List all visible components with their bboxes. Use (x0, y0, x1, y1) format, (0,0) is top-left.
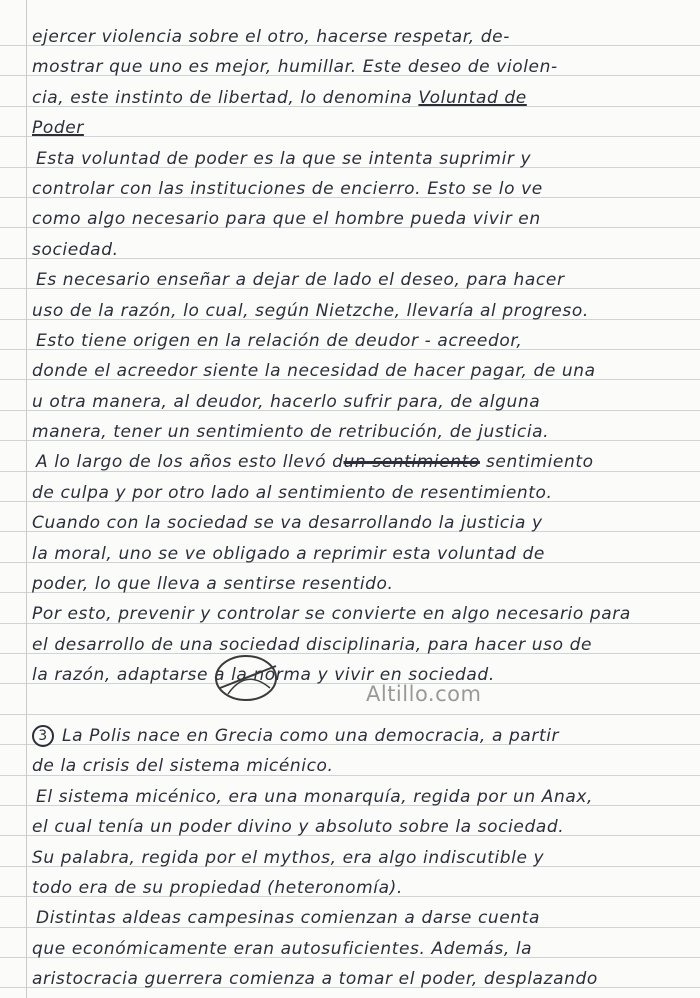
text-line: que económicamente eran autosuficientes. Además, la (32, 938, 533, 959)
text-line: El sistema micénico, era una monarquía, regida por un Anax, (36, 786, 594, 807)
handwritten-text (32, 22, 694, 995)
text-line: Distintas aldeas campesinas comienzan a darse cuenta (36, 908, 541, 929)
blank-line (32, 691, 694, 721)
text-line (32, 83, 694, 113)
text-line: Es necesario enseñar a dejar de lado el deseo, para hacer (36, 270, 565, 291)
text-span: cia, este instinto de libertad, lo denomina (32, 87, 419, 108)
text-line: ejercer violencia sobre el otro, hacerse respetar, de- (32, 27, 510, 47)
text-line: sociedad. (32, 239, 119, 260)
text-line: poder, lo que lleva a sentirse resentido. (32, 574, 394, 595)
text-line: el desarrollo de una sociedad disciplinaria, para hacer uso de (32, 634, 593, 655)
text-line: Su palabra, regida por el mythos, era algo indiscutible y (32, 847, 545, 868)
text-line: donde el acreedor siente la necesidad de hacer pagar, de una (32, 361, 596, 382)
text-line: de culpa y por otro lado al sentimiento de resentimiento. (32, 482, 553, 503)
text-line (32, 447, 694, 477)
text-line: Por esto, prevenir y controlar se convierte en algo necesario para (32, 604, 631, 625)
text-line: mostrar que uno es mejor, humillar. Este deseo de violen- (32, 57, 558, 78)
text-line: la razón, adaptarse a la norma y vivir en sociedad. (32, 665, 495, 686)
margin-line (26, 0, 27, 998)
text-span: La Polis nace en Grecia como una democracia, a partir (62, 725, 560, 746)
underlined-term: Voluntad de (418, 87, 527, 108)
underlined-term: Poder (32, 118, 84, 139)
text-line (32, 721, 694, 751)
text-line: uso de la razón, lo cual, según Nietzche, llevaría al progreso. (32, 300, 589, 321)
text-line (32, 113, 694, 143)
text-line: todo era de su propiedad (heteronomía). (32, 877, 403, 898)
text-line: aristocracia guerrera comienza a tomar el poder, desplazando (32, 969, 598, 990)
text-line: la moral, uno se ve obligado a reprimir esta voluntad de (32, 543, 545, 564)
watermark: Altillo.com (366, 682, 482, 706)
text-span: A lo largo de los años esto llevó d (36, 452, 344, 473)
ink-stamp-scribble (206, 648, 290, 708)
text-line: el cual tenía un poder divino y absoluto sobre la sociedad. (32, 817, 565, 838)
text-line: como algo necesario para que el hombre pueda vivir en (32, 209, 541, 230)
section-number: 3 (32, 725, 54, 747)
text-line: de la crisis del sistema micénico. (32, 756, 334, 777)
text-line: Esto tiene origen en la relación de deudor - acreedor, (36, 330, 523, 351)
text-line: controlar con las instituciones de encierro. Esto se lo ve (32, 178, 543, 199)
text-line: Esta voluntad de poder es la que se intenta suprimir y (36, 148, 532, 169)
text-line: u otra manera, al deudor, hacerlo sufrir para, de alguna (32, 391, 541, 412)
struck-out-text: un sentimiento (343, 452, 480, 473)
text-span: sentimiento (479, 452, 594, 473)
text-line: Cuando con la sociedad se va desarrollando la justicia y (32, 513, 543, 534)
text-line: manera, tener un sentimiento de retribución, de justicia. (32, 422, 550, 443)
